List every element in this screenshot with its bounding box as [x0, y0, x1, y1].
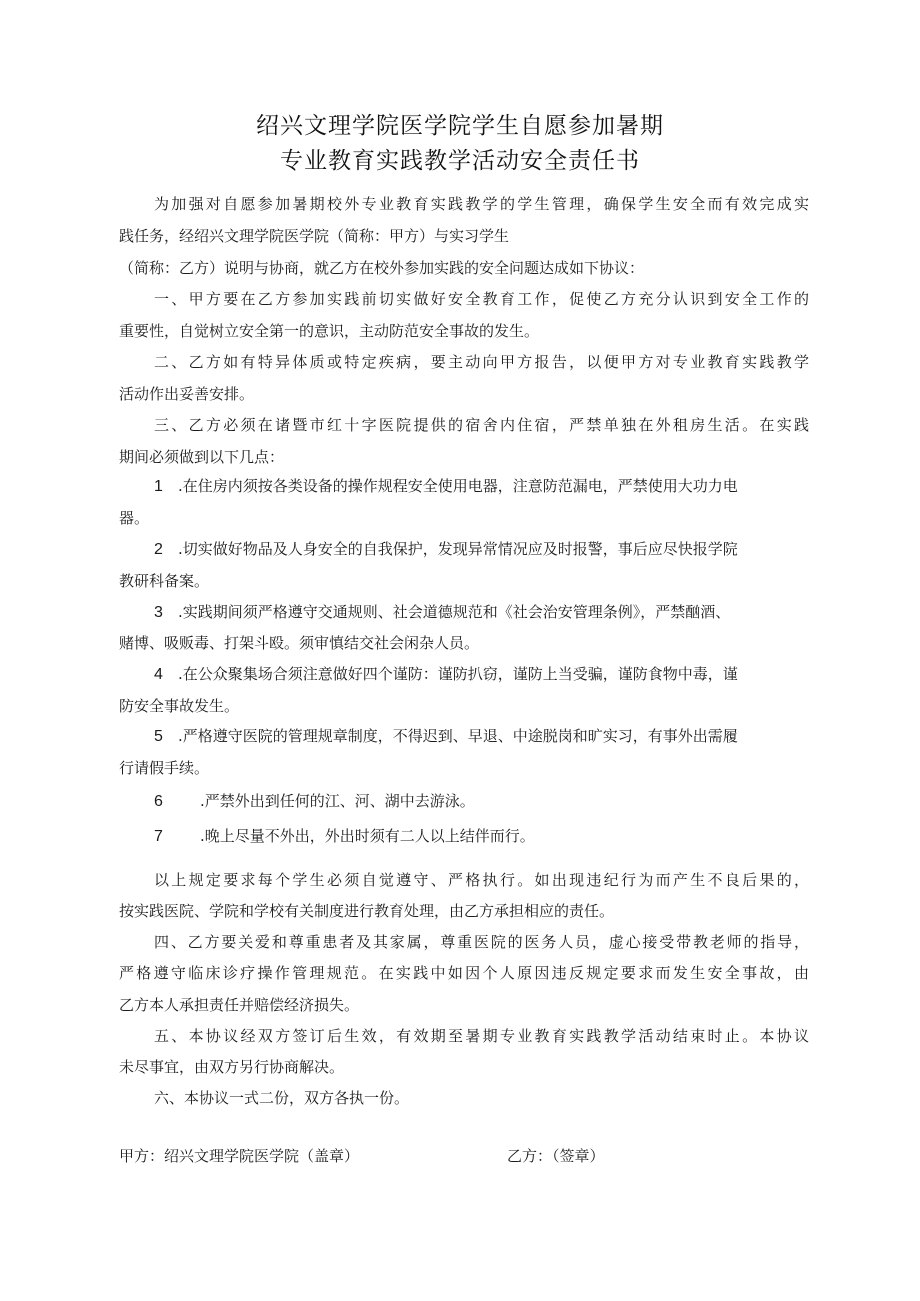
rule-text: .在住房内须按各类设备的操作规程安全使用电器，注意防范漏电，严禁使用大功力电 [178, 477, 738, 495]
rule-item-3-continued: 赌博、吸贩毒、打架斗殴。须审慎结交社会闲杂人员。 [119, 634, 480, 652]
rule-number: 6 [154, 793, 163, 810]
clause-5-line-1: 五、本协议经双方签订后生效，有效期至暑期专业教育实践教学活动结束时止。本协议 [154, 1027, 809, 1045]
rule-number: 4 [154, 666, 163, 683]
clause-2-line-1: 二、乙方如有特异体质或特定疾病，要主动向甲方报告，以便甲方对专业教育实践教学 [154, 353, 809, 371]
rule-item-4 [154, 664, 809, 685]
rule-number: 3 [154, 604, 163, 621]
rule-item-5 [154, 726, 809, 747]
document-title-line-2: 专业教育实践教学活动安全责任书 [280, 148, 640, 174]
clause-1-line-1: 一、甲方要在乙方参加实践前切实做好安全教育工作，促使乙方充分认识到安全工作的 [154, 290, 809, 308]
rule-text: .切实做好物品及人身安全的自我保护，发现异常情况应及时报警，事后应尽快报学院 [178, 540, 738, 558]
rule-item-5-continued: 行请假手续。 [119, 759, 210, 777]
summary-line-1: 以上规定要求每个学生必须自觉遵守、严格执行。如出现违纪行为而产生不良后果的， [154, 871, 809, 889]
rule-text: .在公众聚集场合须注意做好四个谨防：谨防扒窃，谨防上当受骗，谨防食物中毒，谨 [178, 665, 738, 683]
clause-5-line-2: 未尽事宜，由双方另行协商解决。 [119, 1058, 345, 1076]
rule-text: .实践期间须严格遵守交通规则、社会道德规范和《社会治安管理条例》，严禁酗酒、 [178, 603, 731, 621]
rule-item-2 [154, 539, 809, 560]
rule-item-1 [154, 476, 809, 497]
party-b-signature: 乙方：（签章） [507, 1147, 605, 1165]
rule-number: 2 [154, 541, 163, 558]
intro-line-3: （简称：乙方）说明与协商，就乙方在校外参加实践的安全问题达成如下协议： [119, 259, 645, 277]
rule-text: .严格遵守医院的管理规章制度，不得迟到、早退、中途脱岗和旷实习，有事外出需履 [178, 727, 738, 745]
party-a-signature: 甲方：绍兴文理学院医学院（盖章） [119, 1147, 360, 1165]
clause-6-line-1: 六、本协议一式二份，双方各执一份。 [154, 1089, 410, 1107]
intro-line-1: 为加强对自愿参加暑期校外专业教育实践教学的学生管理，确保学生安全而有效完成实 [154, 195, 809, 213]
rule-text: .严禁外出到任何的江、河、湖中去游泳。 [200, 792, 475, 810]
clause-2-line-2: 活动作出妥善安排。 [119, 385, 255, 403]
clause-4-line-3: 乙方本人承担责任并赔偿经济损失。 [119, 996, 360, 1014]
rule-item-2-continued: 教研科备案。 [119, 572, 210, 590]
clause-3-line-2: 期间必须做到以下几点： [119, 448, 285, 466]
rule-item-4-continued: 防安全事故发生。 [119, 697, 240, 715]
rule-item-6 [154, 791, 809, 812]
rule-number: 1 [154, 478, 163, 495]
rule-number: 7 [154, 828, 163, 845]
rule-text: .晚上尽量不外出，外出时须有二人以上结伴而行。 [200, 827, 535, 845]
rule-item-7 [154, 826, 809, 847]
clause-3-line-1: 三、乙方必须在诸暨市红十字医院提供的宿舍内住宿，严禁单独在外租房生活。在实践 [154, 416, 809, 434]
clause-4-line-2: 严格遵守临床诊疗操作管理规范。在实践中如因个人原因违反规定要求而发生安全事故，由 [119, 964, 809, 982]
document-title-line-1: 绍兴文理学院医学院学生自愿参加暑期 [256, 113, 664, 139]
rule-item-3 [154, 602, 809, 623]
clause-4-line-1: 四、乙方要关爱和尊重患者及其家属，尊重医院的医务人员，虚心接受带教老师的指导， [154, 933, 809, 951]
rule-item-1-continued: 器。 [119, 509, 150, 527]
intro-line-2: 践任务，经绍兴文理学院医学院（简称：甲方）与实习学生 [119, 227, 510, 245]
summary-line-2: 按实践医院、学院和学校有关制度进行教育处理，由乙方承担相应的责任。 [119, 902, 615, 920]
rule-number: 5 [154, 728, 163, 745]
clause-1-line-2: 重要性，自觉树立安全第一的意识，主动防范安全事故的发生。 [119, 322, 540, 340]
